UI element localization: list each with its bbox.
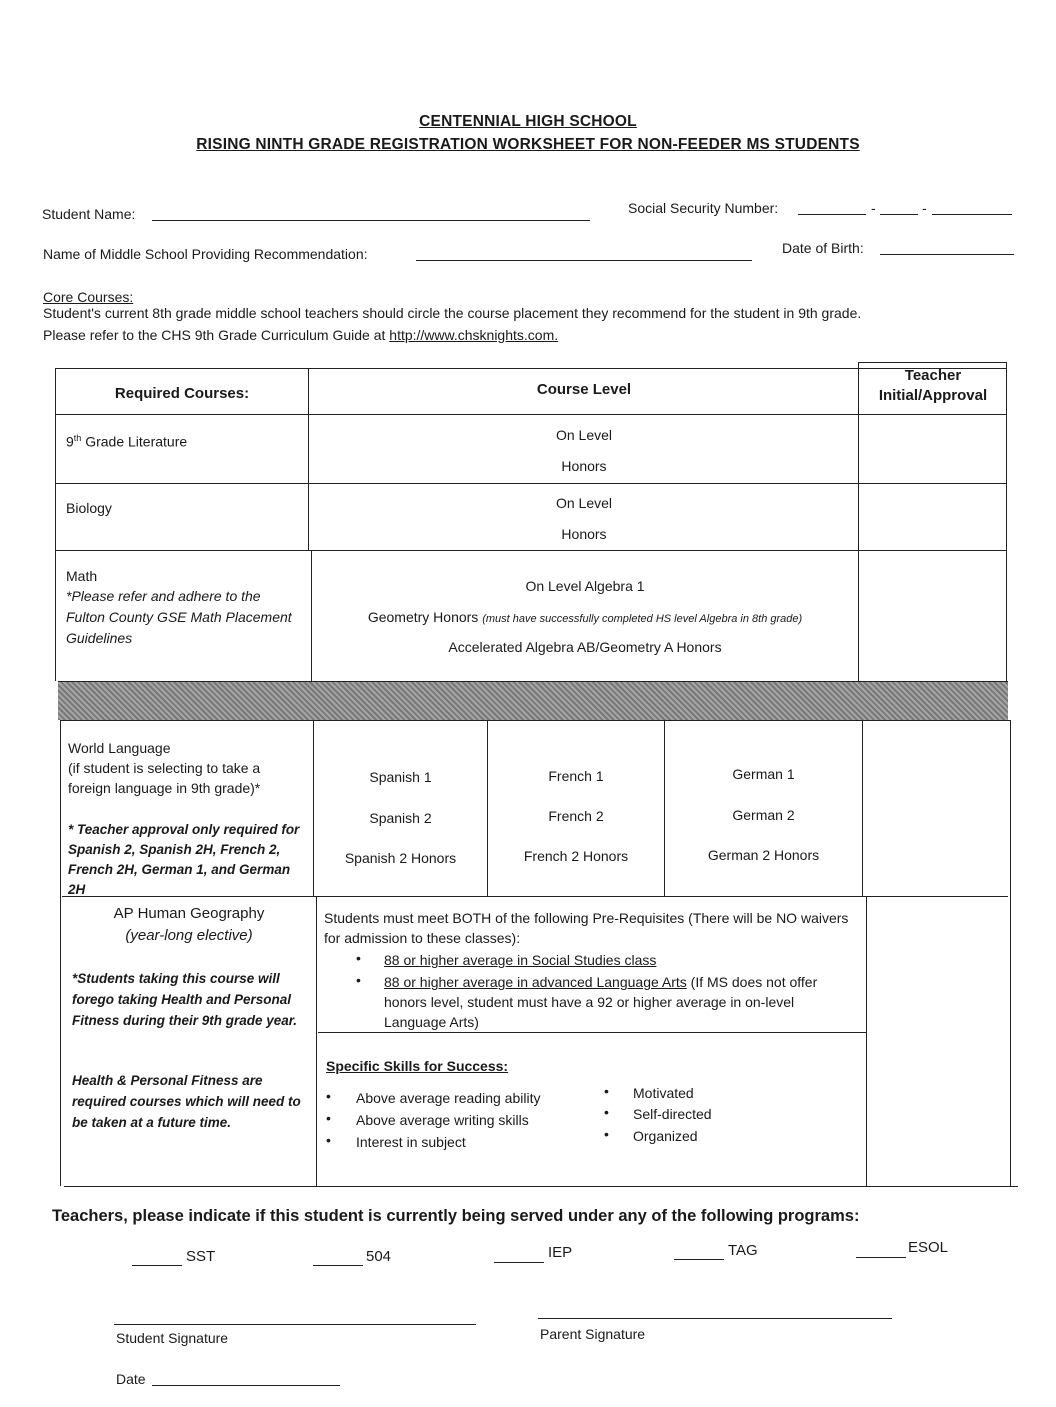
header-teacher-approval: Teacher Initial/Approval: [878, 367, 988, 404]
student-name-field[interactable]: [152, 220, 590, 221]
spanish-2[interactable]: Spanish 2: [369, 810, 432, 826]
parent-signature-label: Parent Signature: [540, 1326, 646, 1342]
core-courses-instruction: Student's current 8th grade middle school teachers should circle the course placement they recommend for the student in 9th grade.: [43, 305, 862, 321]
german-2-honors[interactable]: German 2 Honors: [707, 847, 820, 863]
skill-bullet-r3: •: [604, 1126, 609, 1142]
header-required-courses: Required Courses:: [114, 385, 250, 402]
course-ap-human-geography: AP Human Geography: [113, 905, 265, 922]
program-504: 504: [366, 1248, 392, 1265]
middle-school-label: Name of Middle School Providing Recommendation:: [43, 246, 368, 262]
curriculum-guide-note: Please refer to the CHS 9th Grade Curriculum Guide at http://www.chsknights.com.: [43, 327, 559, 343]
ssn-separator-2: -: [922, 200, 927, 216]
course-literature: 9th Grade Literature: [66, 433, 188, 450]
program-tag: TAG: [728, 1242, 758, 1259]
ap-year-long-elective: (year-long elective): [125, 927, 253, 944]
french-2-honors[interactable]: French 2 Honors: [523, 848, 629, 864]
student-signature-line[interactable]: [114, 1324, 476, 1325]
programs-prompt: Teachers, please indicate if this student is currently being served under any of the following programs:: [52, 1207, 860, 1225]
skill-writing: Above average writing skills: [356, 1112, 529, 1128]
student-name-label: Student Name:: [42, 206, 136, 222]
biology-honors[interactable]: Honors: [561, 526, 607, 542]
ap-prereq-intro: Students must meet BOTH of the following Pre-Requisites (There will be NO waivers for admission to these classes):: [324, 910, 849, 946]
spanish-1[interactable]: Spanish 1: [369, 769, 432, 785]
skill-bullet-r2: •: [604, 1104, 609, 1120]
ap-prereq-language-arts: 88 or higher average in advanced Language Arts (If MS does not offer honors level, student must have a 92 or higher average in on-level Language Arts): [384, 974, 818, 1030]
course-biology: Biology: [66, 500, 112, 516]
ssn-field-1[interactable]: [798, 214, 866, 215]
biology-on-level[interactable]: On Level: [555, 495, 613, 511]
skill-motivated: Motivated: [633, 1085, 694, 1101]
math-placement-note: *Please refer and adhere to the Fulton County GSE Math Placement Guidelines: [66, 588, 292, 646]
core-courses-heading: Core Courses:: [43, 289, 134, 305]
world-language-sub: (if student is selecting to take a foreign language in 9th grade)*: [68, 760, 261, 796]
prereq-bullet-2: •: [356, 972, 361, 988]
spanish-2-honors[interactable]: Spanish 2 Honors: [344, 850, 457, 866]
ap-future-note: Health & Personal Fitness are required courses which will need to be taken at a future time.: [72, 1073, 301, 1130]
program-esol: ESOL: [908, 1239, 949, 1256]
literature-honors[interactable]: Honors: [561, 458, 607, 474]
skill-bullet-l1: •: [326, 1088, 331, 1104]
world-language-approval-note: * Teacher approval only required for Spanish 2, Spanish 2H, French 2, French 2H, German 1, and German 2H: [68, 822, 300, 897]
school-title: CENTENNIAL HIGH SCHOOL: [419, 113, 637, 130]
skill-reading: Above average reading ability: [356, 1090, 541, 1106]
ap-prereq-social-studies: 88 or higher average in Social Studies class: [384, 952, 657, 968]
skill-bullet-r1: •: [604, 1083, 609, 1099]
math-on-level-algebra[interactable]: On Level Algebra 1: [525, 578, 645, 594]
course-math: Math: [66, 568, 98, 584]
prereq-bullet-1: •: [356, 950, 361, 966]
iep-checkbox-line[interactable]: [494, 1262, 544, 1263]
ssn-field-3[interactable]: [932, 214, 1012, 215]
skill-organized: Organized: [633, 1128, 698, 1144]
math-geometry-honors[interactable]: Geometry Honors (must have successfully completed HS level Algebra in 8th grade): [367, 609, 803, 625]
german-1[interactable]: German 1: [732, 766, 795, 782]
date-field[interactable]: [152, 1385, 340, 1386]
math-accelerated-algebra[interactable]: Accelerated Algebra AB/Geometry A Honors: [448, 639, 722, 655]
german-2[interactable]: German 2: [732, 807, 795, 823]
skill-self-directed: Self-directed: [633, 1106, 712, 1122]
skill-bullet-l3: •: [326, 1132, 331, 1148]
header-course-level: Course Level: [536, 381, 632, 398]
ap-health-note: *Students taking this course will forego taking Health and Personal Fitness during their 9th grade year.: [72, 971, 298, 1028]
skills-heading: Specific Skills for Success:: [326, 1058, 509, 1074]
504-checkbox-line[interactable]: [313, 1265, 363, 1266]
tag-checkbox-line[interactable]: [674, 1259, 724, 1260]
sst-checkbox-line[interactable]: [132, 1265, 182, 1266]
dob-field[interactable]: [880, 254, 1014, 255]
chs-website-link[interactable]: http://www.chsknights.com.: [389, 327, 559, 343]
skill-interest: Interest in subject: [356, 1134, 466, 1150]
ssn-separator-1: -: [871, 200, 876, 216]
parent-signature-line[interactable]: [538, 1318, 892, 1319]
program-sst: SST: [186, 1248, 216, 1265]
dob-label: Date of Birth:: [782, 240, 864, 256]
ssn-field-2[interactable]: [880, 214, 918, 215]
worksheet-title: RISING NINTH GRADE REGISTRATION WORKSHEET FOR NON-FEEDER MS STUDENTS: [196, 136, 860, 153]
ssn-label: Social Security Number:: [628, 200, 779, 216]
skill-bullet-l2: •: [326, 1110, 331, 1126]
middle-school-field[interactable]: [416, 260, 752, 261]
shaded-separator-band: [58, 682, 1008, 720]
literature-on-level[interactable]: On Level: [555, 427, 613, 443]
student-signature-label: Student Signature: [116, 1330, 229, 1346]
course-world-language: World Language: [68, 740, 171, 756]
french-1[interactable]: French 1: [548, 768, 604, 784]
program-iep: IEP: [548, 1244, 573, 1261]
esol-checkbox-line[interactable]: [856, 1257, 906, 1258]
date-label: Date: [116, 1371, 146, 1387]
french-2[interactable]: French 2: [548, 808, 604, 824]
